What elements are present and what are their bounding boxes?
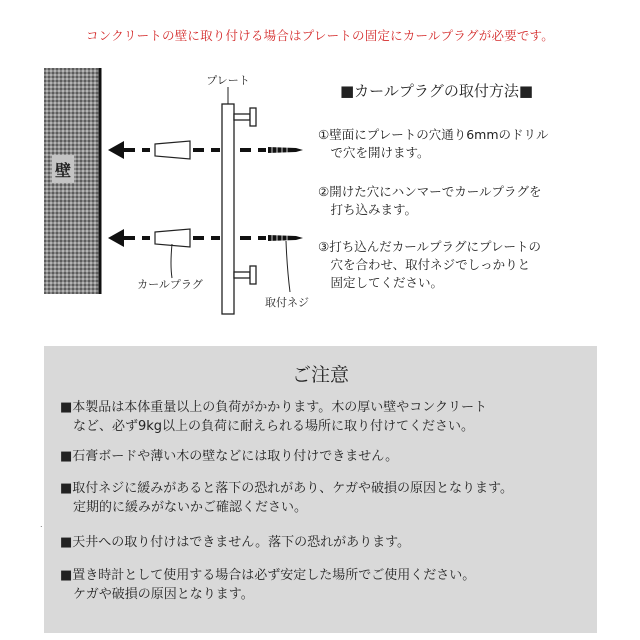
method-title: ■カールプラグの取付方法■: [340, 82, 534, 100]
plate: [222, 104, 234, 314]
lower-fixing: [108, 229, 303, 247]
step-1: ①壁面にプレートの穴通り6mmのドリル で穴を開けます。: [318, 127, 549, 160]
caution-title: ご注意: [291, 364, 349, 386]
plate-label: プレート: [206, 74, 250, 87]
caution-item: ■取付ネジに緩みがあると落下の恐れがあり、ケガや破損の原因となります。 定期的に緩みがないかご確認ください。: [60, 481, 513, 515]
wall-label: 壁: [54, 161, 72, 180]
screw-label: 取付ネジ: [265, 296, 309, 309]
caution-item: ■天井への取り付けはできません。落下の恐れがあります。: [60, 535, 411, 550]
anchor-plug-upper: [155, 141, 190, 159]
step-2: ②開けた穴にハンマーでカールプラグを 打ち込みます。: [318, 184, 542, 217]
caution-item: ■石膏ボードや薄い木の壁などには取り付けできません。: [60, 449, 399, 464]
caution-item: ■本製品は本体重量以上の負荷がかかります。木の厚い壁やコンクリート など、必ず9kg以上の負荷に耐えられる場所に取り付けてください。: [60, 400, 487, 434]
step-3: ③打ち込んだカールプラグにプレートの 穴を合わせ、取付ネジでしっかりと 固定してください。: [318, 239, 541, 290]
anchor-plug-lower: [155, 229, 190, 247]
anchor-plug-label: カールプラグ: [137, 278, 203, 291]
caution-box: [44, 346, 597, 633]
stray-dot: .: [40, 520, 43, 529]
warning-note: コンクリートの壁に取り付ける場合はプレートの固定にカールプラグが必要です。: [86, 28, 554, 43]
screw-lower: [268, 235, 303, 241]
screw-upper: [268, 147, 303, 153]
plate-hook-upper: [234, 108, 256, 126]
plate-hook-lower: [234, 266, 256, 284]
installation-diagram: [0, 60, 310, 320]
upper-fixing: [108, 141, 303, 159]
caution-item: ■置き時計として使用する場合は必ず安定した場所でご使用ください。 ケガや破損の原因となります。: [60, 568, 476, 602]
